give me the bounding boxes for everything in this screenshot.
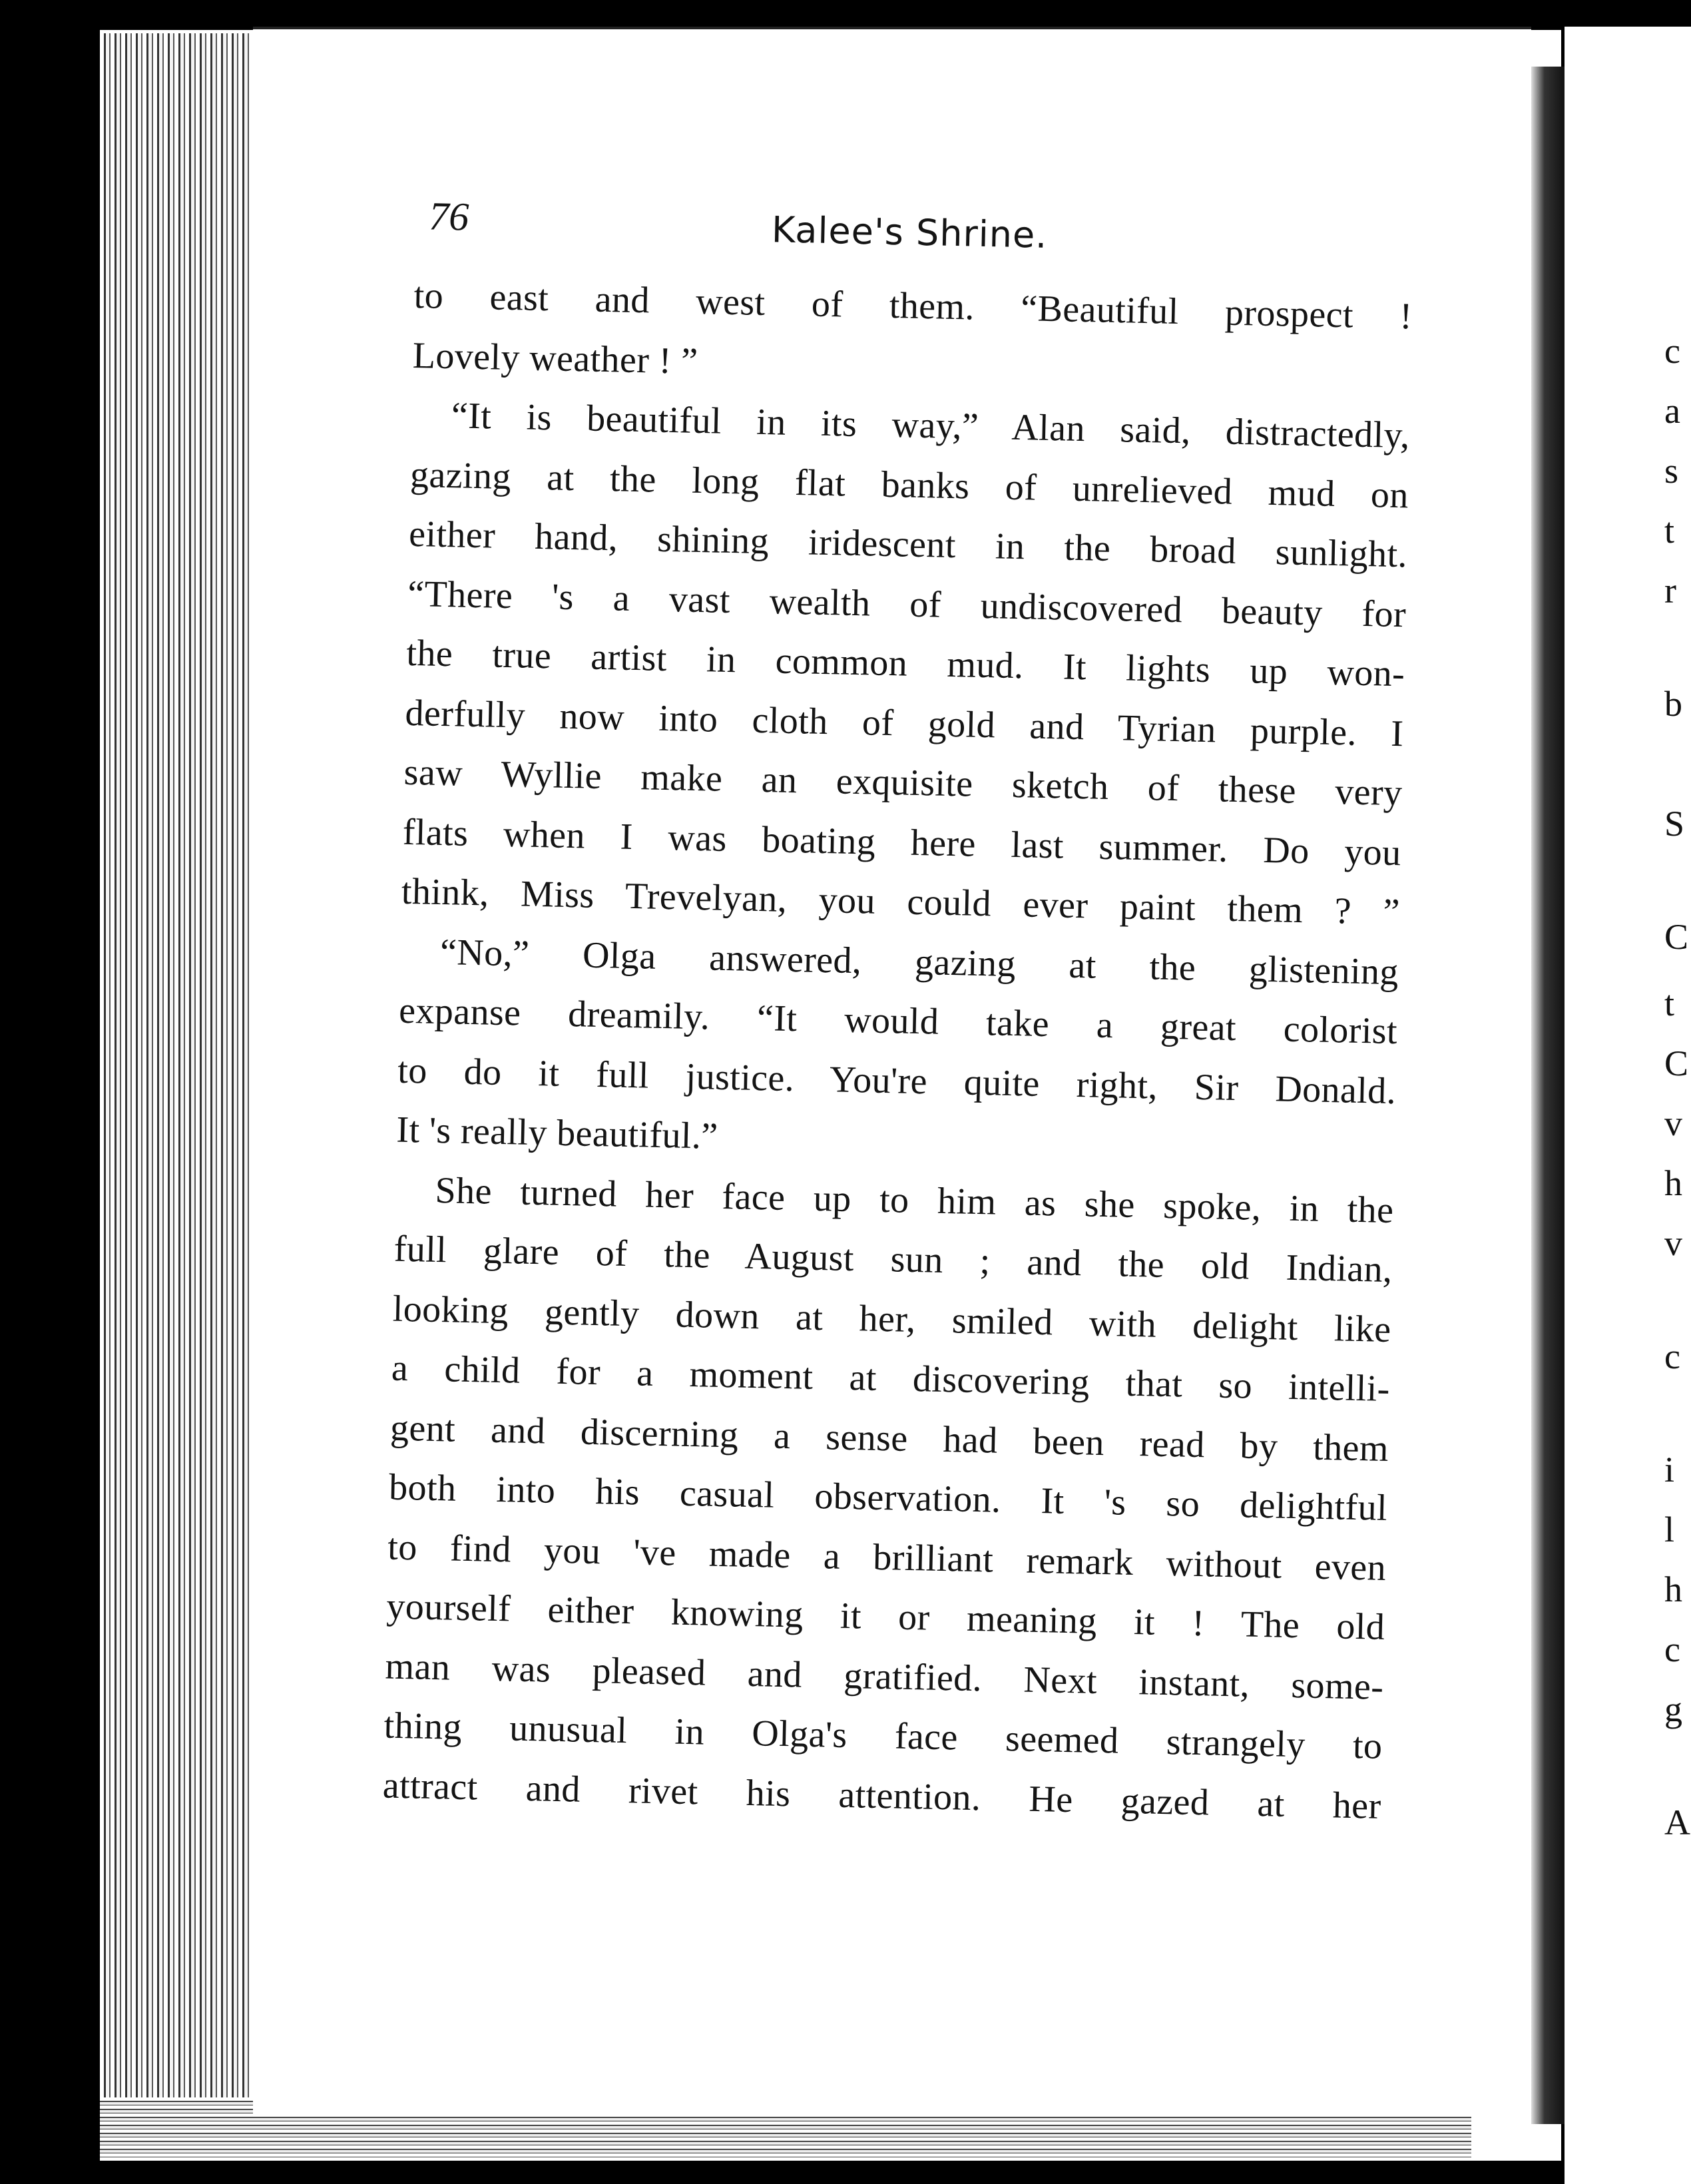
- scan-background-top: [0, 0, 1691, 30]
- facing-page-fragment: h: [1664, 1163, 1682, 1203]
- facing-page-fragment: c: [1664, 331, 1680, 371]
- text-line: “No,” Olga answered, gazing at the glistening: [439, 931, 1399, 993]
- text-line: to east and west of them. “Beautiful prospect !: [413, 274, 1413, 338]
- facing-page-fragment: v: [1664, 1103, 1682, 1143]
- text-line: flats when I was boating here last summer. Do you: [402, 811, 1402, 874]
- text-line: both into his casual observation. It 's so delightful: [388, 1466, 1388, 1529]
- text-line: She turned her face up to him as she spoke, in the: [434, 1169, 1394, 1231]
- text-line: Lovely weather ! ”: [412, 334, 699, 382]
- text-line: derfully now into cloth of gold and Tyrian purple. I: [405, 692, 1404, 754]
- facing-page-fragment: C: [1664, 917, 1689, 957]
- facing-page-fragment: c: [1664, 1336, 1680, 1376]
- text-line: full glare of the August sun ; and the old Indian,: [393, 1228, 1393, 1291]
- running-head-title: Kalee's Shrine.: [771, 208, 1049, 256]
- scan-background-left: [0, 0, 100, 2184]
- text-line: a child for a moment at discovering that so intelli-: [391, 1347, 1391, 1410]
- book-gutter: [1531, 67, 1565, 2124]
- facing-page-fragment: a: [1664, 391, 1680, 431]
- text-line: to do it full justice. You're quite right, Sir Donald.: [397, 1049, 1397, 1112]
- facing-page-fragment: C: [1664, 1043, 1689, 1083]
- facing-page-fragment: t: [1664, 983, 1675, 1023]
- facing-page-fragment: i: [1664, 1450, 1675, 1490]
- facing-page-fragment: s: [1664, 451, 1679, 491]
- text-line: gent and discerning a sense had been read by them: [389, 1407, 1389, 1470]
- text-line: think, Miss Trevelyan, you could ever paint them ? ”: [401, 870, 1401, 934]
- text-line: expanse dreamily. “It would take a great colorist: [398, 989, 1398, 1053]
- facing-page-fragment: c: [1664, 1629, 1680, 1669]
- text-line: “There 's a vast wealth of undiscovered beauty for: [407, 573, 1407, 635]
- text-line: yourself either knowing it or meaning it ! The old: [385, 1585, 1385, 1648]
- facing-page-fragment: b: [1664, 684, 1682, 724]
- text-line: attract and rivet his attention. He gazed at her: [382, 1764, 1382, 1827]
- scan-background-bottom: [0, 2161, 1691, 2184]
- facing-page-fragment: r: [1664, 571, 1676, 611]
- facing-page-fragment: A: [1664, 1802, 1690, 1842]
- text-line: looking gently down at her, smiled with delight like: [392, 1288, 1392, 1350]
- facing-page-fragment: h: [1664, 1569, 1682, 1609]
- page-text-block: [382, 193, 1415, 1836]
- facing-page-fragment: g: [1664, 1689, 1682, 1729]
- text-line: to find you 've made a brilliant remark without even: [387, 1526, 1387, 1589]
- facing-page-fragment: v: [1664, 1223, 1682, 1263]
- text-line: thing unusual in Olga's face seemed strangely to: [383, 1705, 1383, 1767]
- page-number: 76: [428, 194, 469, 239]
- facing-page-fragment: t: [1664, 511, 1675, 551]
- text-line: man was pleased and gratified. Next instant, some-: [385, 1645, 1384, 1708]
- text-line: saw Wyllie make an exquisite sketch of these very: [403, 751, 1403, 814]
- stacked-page-edges: [100, 33, 260, 2157]
- body-text: [382, 266, 1413, 1836]
- text-line: gazing at the long flat banks of unrelieved mud on: [409, 453, 1409, 516]
- text-line: It 's really beautiful.”: [395, 1109, 719, 1157]
- facing-page-fragment: l: [1664, 1509, 1675, 1549]
- text-line: the true artist in common mud. It lights up won-: [405, 632, 1405, 695]
- text-line: either hand, shining iridescent in the broad sunlight.: [408, 513, 1408, 576]
- facing-page-fragment: S: [1664, 804, 1685, 844]
- text-line: “It is beautiful in its way,” Alan said, distractedly,: [451, 395, 1411, 457]
